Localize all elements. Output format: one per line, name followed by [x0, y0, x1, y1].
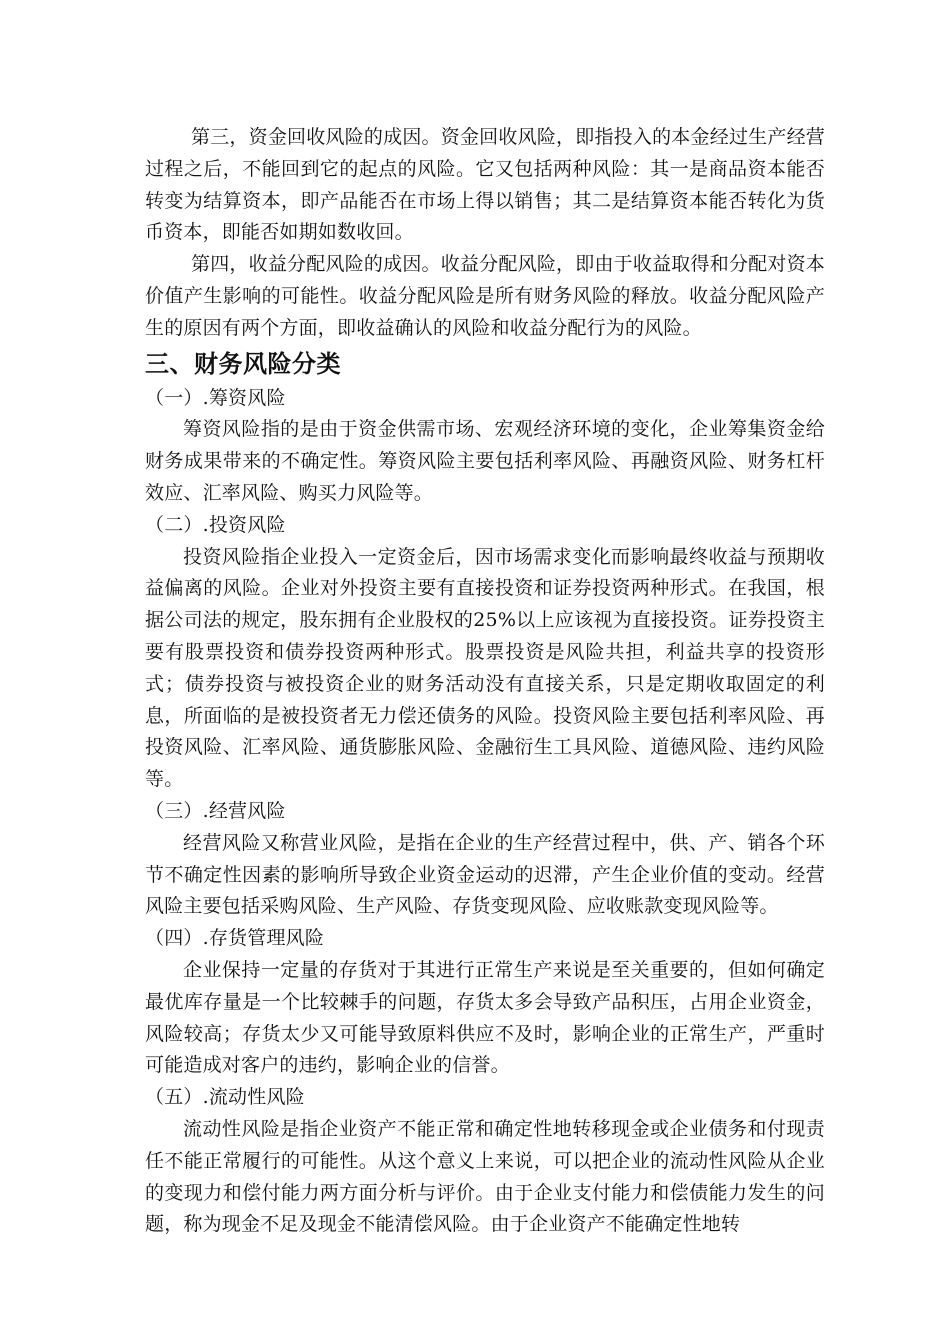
paragraph-investment-risk: 投资风险指企业投入一定资金后，因市场需求变化而影响最终收益与预期收益偏离的风险。企业对外投资主要有直接投资和证券投资两种形式。在我国，根据公司法的规定，股东拥有企业股权的25%以上应该视为直接投资。证券投资主要有股票投资和债券投资两种形式。股票投资是风险共担，利益共享的投资形式；债券投资与被投资企业的财务活动没有直接关系，只是定期收取固定的利息，所面临的是被投资者无力偿还债务的风险。投资风险主要包括利率风险、再投资风险、汇率风险、通货膨胀风险、金融衍生工具风险、道德风险、违约风险等。 [145, 545, 825, 791]
subsection-heading-inventory-risk: （四）.存货管理风险 [145, 927, 325, 950]
paragraph-income-distribution-risk: 第四，收益分配风险的成因。收益分配风险，即由于收益取得和分配对资本价值产生影响的可能性。收益分配风险是所有财务风险的释放。收益分配风险产生的原因有两个方面，即收益确认的风险和收益分配行为的风险。 [145, 253, 825, 339]
section-title: 三、财务风险分类 [145, 349, 341, 378]
paragraph-liquidity-risk: 流动性风险是指企业资产不能正常和确定性地转移现金或企业债务和付现责任不能正常履行的可能性。从这个意义上来说，可以把企业的流动性风险从企业的变现力和偿付能力两方面分析与评价。由于企业支付能力和偿债能力发生的问题，称为现金不足及现金不能清偿风险。由于企业资产不能确定性地转 [145, 1117, 825, 1236]
document-body [145, 122, 825, 1241]
paragraph-capital-recovery-risk: 第三，资金回收风险的成因。资金回收风险，即指投入的本金经过生产经营过程之后，不能回到它的起点的风险。它又包括两种风险：其一是商品资本能否转变为结算资本，即产品能否在市场上得以销售；其二是结算资本能否转化为货币资本，即能否如期如数收回。 [145, 126, 825, 244]
paragraph-financing-risk: 筹资风险指的是由于资金供需市场、宏观经济环境的变化，企业筹集资金给财务成果带来的不确定性。筹资风险主要包括利率风险、再融资风险、财务杠杆效应、汇率风险、购买力风险等。 [145, 418, 825, 504]
subsection-heading-investment-risk: （二）.投资风险 [145, 513, 286, 536]
subsection-heading-operating-risk: （三）.经营风险 [145, 799, 286, 822]
paragraph-inventory-risk: 企业保持一定量的存货对于其进行正常生产来说是至关重要的，但如何确定最优库存量是一个比较棘手的问题，存货太多会导致产品积压，占用企业资金，风险较高；存货太少又可能导致原料供应不及时，影响企业的正常生产，严重时可能造成对客户的违约，影响企业的信誉。 [145, 958, 825, 1077]
paragraph-operating-risk: 经营风险又称营业风险，是指在企业的生产经营过程中，供、产、销各个环节不确定性因素的影响所导致企业资金运动的迟滞，产生企业价值的变动。经营风险主要包括采购风险、生产风险、存货变现风险、应收账款变现风险等。 [145, 831, 825, 918]
subsection-heading-financing-risk: （一）.筹资风险 [145, 386, 286, 409]
subsection-heading-liquidity-risk: （五）.流动性风险 [145, 1086, 305, 1109]
